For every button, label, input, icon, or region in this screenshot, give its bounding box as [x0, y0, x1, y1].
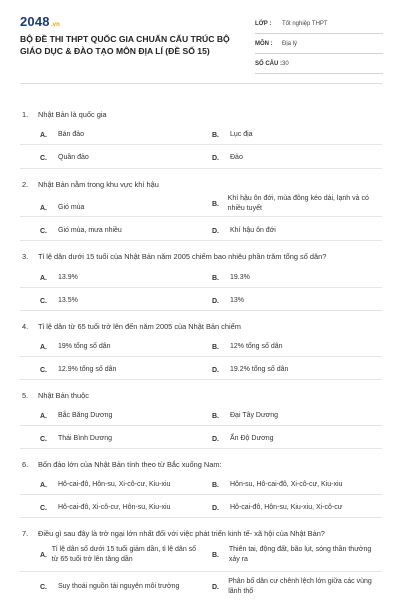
question-stem: [22, 110, 107, 119]
question-number: 5.: [22, 391, 29, 400]
divider: [20, 310, 382, 311]
option-key: D.: [212, 154, 219, 162]
question-text: Điều gì sau đây là trở ngại lớn nhất đối với việc phát triển kinh tế- xã hội của Nhật Bản?: [38, 529, 325, 538]
option-text: Khí hậu ôn đới, mùa đông kéo dài, lạnh và có nhiều tuyết: [227, 195, 369, 212]
option-text: 13.9%: [58, 274, 78, 281]
option-text: Đại Tây Dương: [230, 412, 279, 419]
option-c[interactable]: [40, 434, 200, 444]
option-d[interactable]: [212, 434, 382, 444]
option-text: Suy thoái nguồn tài nguyên môi trường: [58, 583, 180, 590]
option-key: A.: [40, 274, 47, 282]
option-key: A.: [40, 412, 47, 420]
meta-value: Tốt nghiệp THPT: [282, 20, 328, 27]
option-text: Khí hậu ôn đới: [230, 227, 276, 234]
option-key: A.: [40, 343, 47, 351]
option-key: C.: [40, 366, 47, 374]
option-b[interactable]: [212, 480, 382, 490]
option-key: D.: [212, 435, 219, 443]
option-c[interactable]: [40, 503, 200, 513]
option-key: B.: [212, 131, 219, 139]
question-stem: [22, 460, 222, 469]
option-text: Hô-cai-đô, Hôn-su, Kiu-xiu, Xi-cô-cư: [230, 504, 343, 511]
option-key: D.: [212, 366, 219, 374]
option-text: 13%: [230, 297, 245, 304]
divider: [20, 287, 382, 288]
option-text: 19.3%: [230, 274, 250, 281]
option-c[interactable]: [40, 365, 200, 375]
question-text: Nhật Bản nằm trong khu vực khí hậu: [38, 180, 159, 189]
option-key: D.: [212, 583, 219, 591]
exam-header: [0, 0, 400, 90]
option-d[interactable]: [212, 365, 382, 375]
site-logo[interactable]: [20, 14, 60, 29]
question-stem: [22, 180, 159, 189]
option-key: B.: [212, 343, 219, 351]
option-key: B.: [212, 551, 219, 559]
option-a[interactable]: [40, 480, 200, 490]
question-text: Nhật Bản thuộc: [38, 391, 89, 400]
option-text: 19.2% tổng số dân: [230, 366, 289, 373]
option-text: Hô-cai-đô, Hôn-su, Xi-cô-cư, Kiu-xiu: [58, 481, 171, 488]
option-a[interactable]: [40, 411, 200, 421]
divider: [20, 425, 382, 426]
option-text: 12.9% tổng số dân: [58, 366, 117, 373]
option-key: A.: [40, 481, 47, 489]
option-text: 19% tổng số dân: [58, 343, 111, 350]
exam-title: BỘ ĐỀ THI THPT QUỐC GIA CHUẨN CẤU TRÚC BỘ GIÁO DỤC & ĐÀO TẠO MÔN ĐỊA LÍ (ĐỀ SỐ 15): [20, 34, 230, 56]
question-stem: [22, 252, 326, 261]
option-b[interactable]: [212, 273, 382, 283]
option-text: Tỉ lệ dân số dưới 15 tuổi giảm dần, tỉ lệ dân số từ 65 tuổi trở lên tăng dần: [51, 546, 197, 563]
option-key: A.: [40, 131, 47, 139]
option-a[interactable]: [40, 273, 200, 283]
question-stem: [22, 322, 241, 331]
meta-key: LỚP :: [255, 20, 272, 27]
option-text: Lục địa: [230, 131, 253, 138]
option-d[interactable]: [212, 296, 382, 306]
logo-text: 2048: [20, 14, 50, 29]
option-key: C.: [40, 504, 47, 512]
option-key: B.: [212, 412, 219, 420]
option-b[interactable]: [212, 194, 382, 214]
option-key: C.: [40, 154, 47, 162]
question-text: Tỉ lệ dân từ 65 tuổi trở lên đến năm 2005 của Nhật Bản chiếm: [38, 322, 241, 331]
question-stem: [22, 529, 325, 538]
option-c[interactable]: [40, 582, 200, 592]
option-text: Phân bố dân cư chênh lệch lớn giữa các vùng lãnh thổ: [228, 578, 372, 595]
divider: [20, 517, 382, 518]
option-key: B.: [212, 200, 219, 208]
option-b[interactable]: [212, 342, 382, 352]
option-a[interactable]: [40, 342, 200, 352]
divider: [20, 379, 382, 380]
option-key: C.: [40, 297, 47, 305]
option-b[interactable]: [212, 545, 382, 565]
option-c[interactable]: [40, 296, 200, 306]
question-number: 2.: [22, 180, 29, 189]
option-text: Hô-cai-đô, Xi-cô-cư, Hôn-su, Kiu-xiu: [58, 504, 171, 511]
option-key: D.: [212, 297, 219, 305]
option-d[interactable]: [212, 153, 382, 163]
logo-suffix: .vn: [50, 22, 61, 28]
option-text: Quần đảo: [58, 154, 89, 161]
divider: [20, 448, 382, 449]
option-text: Thiên tai, động đất, bão lụt, sóng thần thường xảy ra: [228, 546, 372, 563]
meta-value: 30: [282, 60, 289, 67]
exam-meta: [255, 14, 383, 74]
option-text: Gió mùa, mưa nhiều: [58, 227, 122, 234]
option-text: Bán đảo: [58, 131, 85, 138]
question-number: 3.: [22, 252, 29, 261]
question-number: 4.: [22, 322, 29, 331]
option-key: C.: [40, 227, 47, 235]
option-key: C.: [40, 583, 47, 591]
meta-class: [255, 14, 383, 34]
option-key: D.: [212, 504, 219, 512]
option-key: C.: [40, 435, 47, 443]
question-text: Nhật Bản là quốc gia: [38, 110, 107, 119]
divider: [20, 571, 382, 572]
divider: [20, 356, 382, 357]
question-text: Tỉ lệ dân dưới 15 tuổi của Nhật Bản năm 2005 chiếm bao nhiêu phần trăm tổng số dân?: [38, 252, 327, 261]
divider: [20, 216, 382, 217]
meta-question-count: [255, 54, 383, 74]
option-text: Đảo: [230, 154, 243, 161]
option-d[interactable]: [212, 503, 382, 513]
option-a[interactable]: [40, 203, 200, 213]
meta-subject: [255, 34, 383, 54]
meta-value: Địa lý: [282, 40, 298, 47]
option-key: B.: [212, 481, 219, 489]
option-a[interactable]: [40, 130, 200, 140]
option-text: Bắc Băng Dương: [58, 412, 113, 419]
divider: [20, 144, 382, 145]
option-key: D.: [212, 227, 219, 235]
option-key: A.: [40, 204, 47, 212]
option-text: 12% tổng số dân: [230, 343, 283, 350]
divider: [20, 494, 382, 495]
option-key: A.: [40, 551, 47, 559]
option-d[interactable]: [212, 577, 382, 597]
option-b[interactable]: [212, 411, 382, 421]
meta-key: SỐ CÂU :: [255, 60, 282, 67]
question-number: 1.: [22, 110, 29, 119]
option-text: Thái Bình Dương: [58, 435, 113, 442]
question-stem: [22, 391, 89, 400]
option-c[interactable]: [40, 226, 200, 236]
option-text: Gió mùa: [58, 204, 85, 211]
question-number: 7.: [22, 529, 29, 538]
option-c[interactable]: [40, 153, 200, 163]
option-d[interactable]: [212, 226, 382, 236]
option-text: Hôn-su, Hô-cai-đô, Xi-cô-cư, Kiu-xiu: [230, 481, 343, 488]
option-text: 13.5%: [58, 297, 78, 304]
question-number: 6.: [22, 460, 29, 469]
option-a[interactable]: [40, 545, 200, 565]
question-text: Bốn đảo lớn của Nhật Bản tính theo từ Bắc xuống Nam:: [38, 460, 222, 469]
divider: [20, 168, 382, 169]
option-b[interactable]: [212, 130, 382, 140]
option-key: B.: [212, 274, 219, 282]
option-text: Ấn Độ Dương: [230, 435, 274, 442]
divider: [20, 83, 382, 84]
divider: [20, 240, 382, 241]
meta-key: MÔN :: [255, 40, 273, 47]
